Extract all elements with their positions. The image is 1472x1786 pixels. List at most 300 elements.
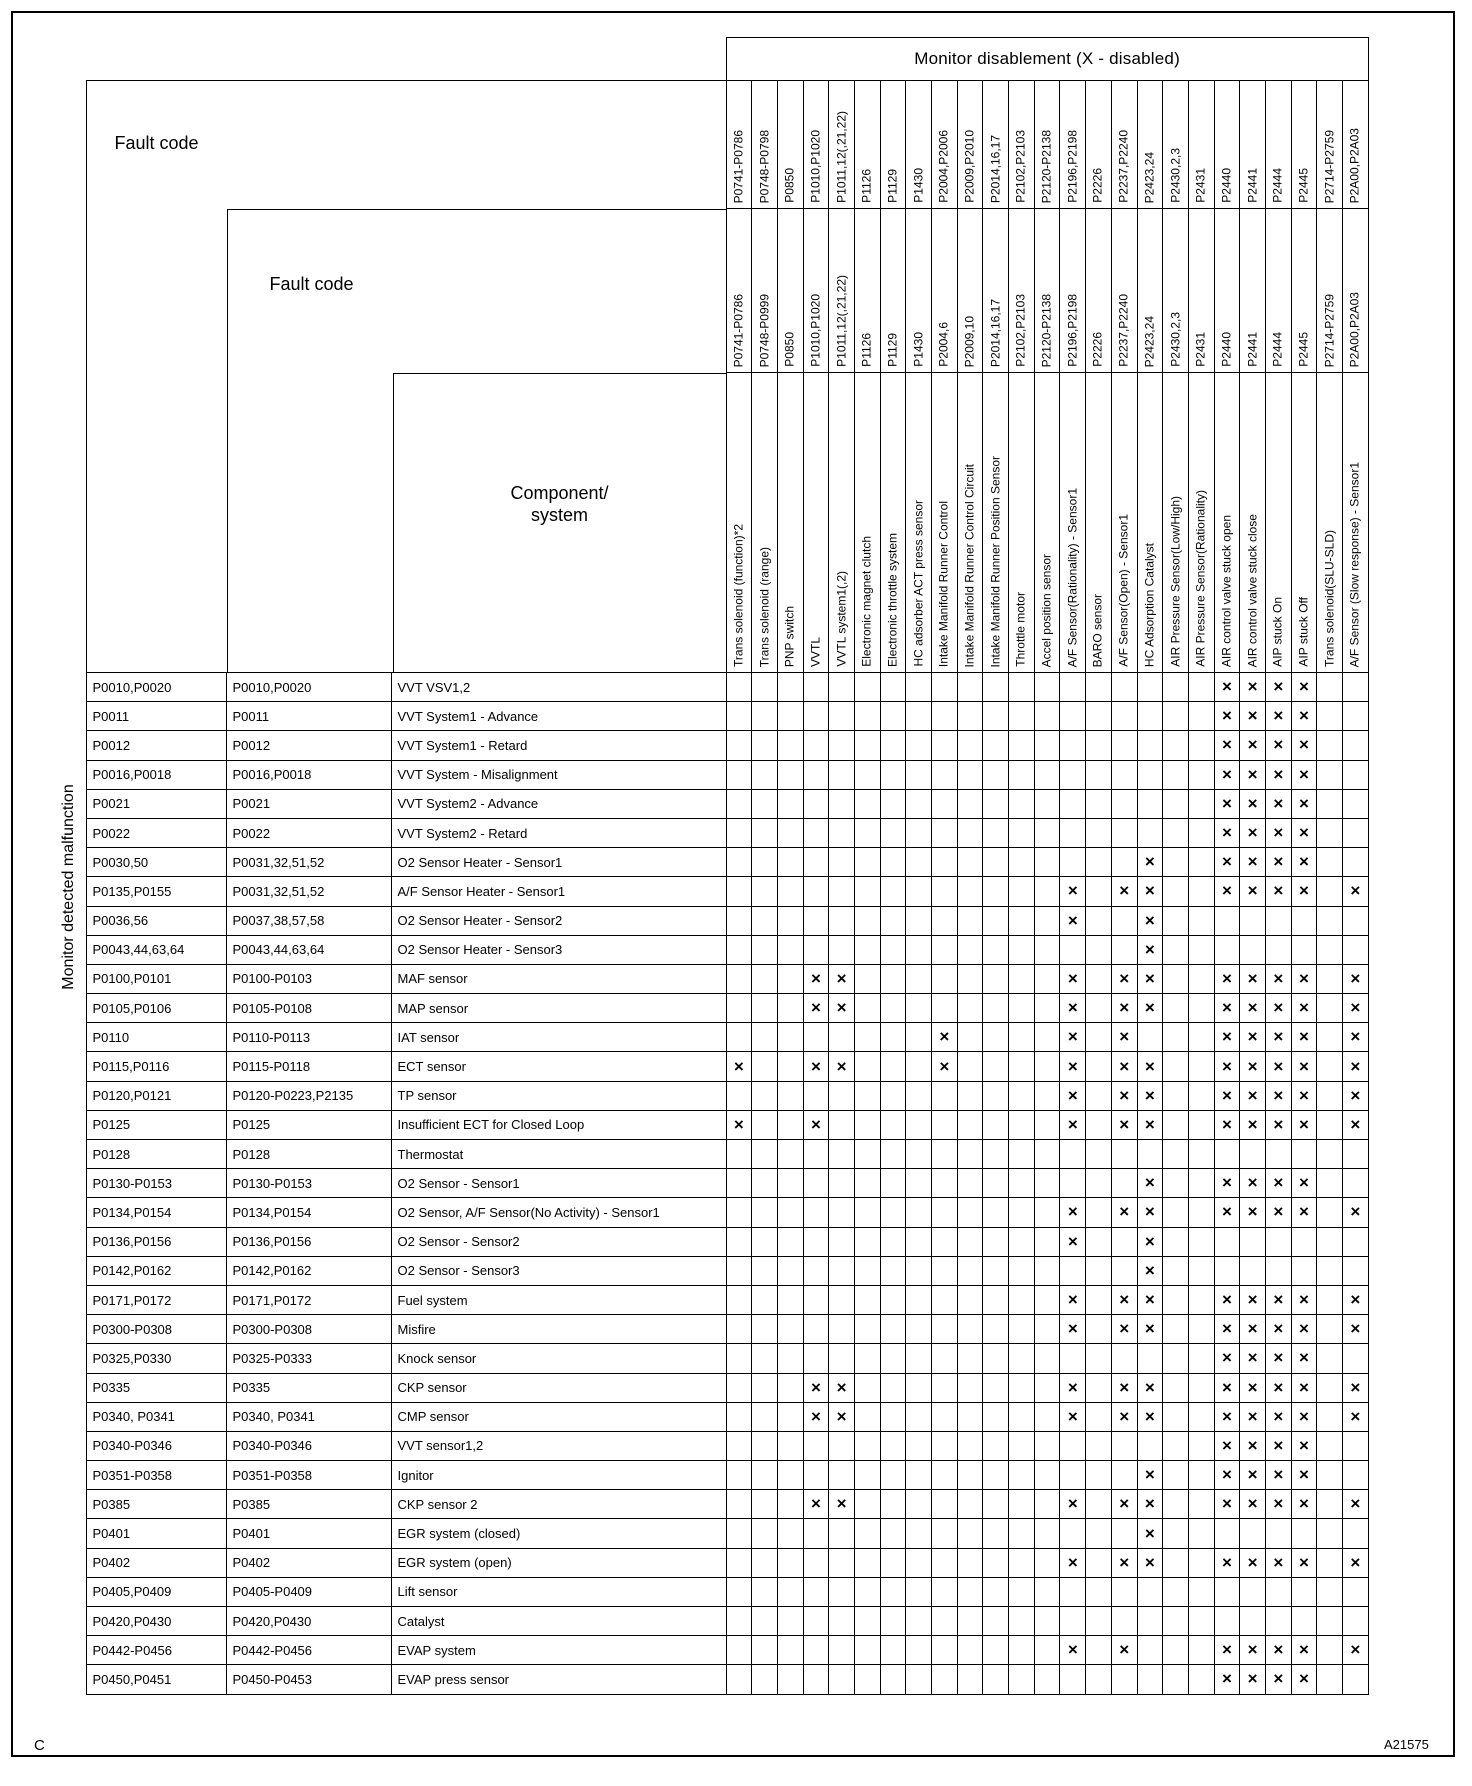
- row-component: O2 Sensor Heater - Sensor2: [391, 906, 726, 935]
- disable-cell: [1009, 1052, 1035, 1081]
- disable-cell: [777, 1169, 803, 1198]
- disable-cell: [1060, 877, 1086, 906]
- row-fault-code-1: P0011: [86, 702, 226, 731]
- header-row-title: [52, 38, 1368, 81]
- row-fault-code-1: P0136,P0156: [86, 1227, 226, 1256]
- disabled-mark: ×: [1221, 1056, 1232, 1076]
- disable-cell: [906, 1519, 932, 1548]
- disable-cell: [1188, 731, 1214, 760]
- disable-cell: [726, 1344, 752, 1373]
- table-row: [52, 1110, 1368, 1139]
- disable-cell: [803, 1140, 829, 1169]
- disable-cell: [777, 1023, 803, 1052]
- disable-cell: [752, 935, 778, 964]
- disable-cell: [932, 1344, 958, 1373]
- header-corner-blank: [52, 38, 726, 81]
- disable-cell: [1111, 1373, 1137, 1402]
- disabled-mark: ×: [1273, 706, 1284, 726]
- disable-cell: [1343, 1577, 1369, 1606]
- column-code-1: [1086, 81, 1112, 209]
- disable-cell: [1343, 1490, 1369, 1519]
- disable-cell: [957, 731, 983, 760]
- disable-cell: [1317, 818, 1343, 847]
- row-fault-code-2: P0136,P0156: [226, 1227, 391, 1256]
- disable-cell: [854, 1110, 880, 1139]
- disable-cell: [1111, 818, 1137, 847]
- column-code-2-text: P2441: [1245, 332, 1260, 367]
- disable-cell: [1137, 1052, 1163, 1081]
- disable-cell: [906, 848, 932, 877]
- disable-cell: [1214, 818, 1240, 847]
- disabled-mark: ×: [1273, 1348, 1284, 1368]
- disable-cell: [1111, 1198, 1137, 1227]
- disable-cell: [752, 994, 778, 1023]
- disable-cell: [1240, 1665, 1266, 1694]
- disabled-mark: ×: [1299, 1669, 1309, 1689]
- disabled-mark: ×: [1273, 1319, 1284, 1339]
- disable-cell: [1343, 877, 1369, 906]
- column-name-text: Electronic magnet clutch: [859, 536, 874, 667]
- disable-cell: [1111, 1519, 1137, 1548]
- disable-cell: [1343, 1548, 1369, 1577]
- disable-cell: [1265, 1577, 1291, 1606]
- disable-cell: [803, 906, 829, 935]
- disabled-mark: ×: [1144, 1523, 1155, 1543]
- column-code-1-text: P2120-P2138: [1039, 129, 1054, 203]
- row-fault-code-2: P0128: [226, 1140, 391, 1169]
- disable-cell: [726, 1315, 752, 1344]
- disable-cell: [803, 1110, 829, 1139]
- disable-cell: [1060, 1636, 1086, 1665]
- column-code-2: [1009, 209, 1035, 373]
- disable-cell: [1034, 1431, 1060, 1460]
- disabled-mark: ×: [1221, 1465, 1232, 1485]
- disable-cell: [1009, 818, 1035, 847]
- disable-cell: [1188, 1607, 1214, 1636]
- disable-cell: [1111, 789, 1137, 818]
- disable-cell: [1291, 1519, 1317, 1548]
- disable-cell: [1009, 1256, 1035, 1285]
- disable-cell: [829, 1227, 855, 1256]
- disable-cell: [1240, 1548, 1266, 1577]
- disable-cell: [1343, 1169, 1369, 1198]
- disabled-mark: ×: [1273, 1435, 1284, 1455]
- disable-cell: [1291, 818, 1317, 847]
- disabled-mark: ×: [1144, 1085, 1155, 1105]
- disable-cell: [957, 1577, 983, 1606]
- disable-cell: [906, 673, 932, 702]
- disabled-mark: ×: [733, 1056, 744, 1076]
- disable-cell: [1086, 1315, 1112, 1344]
- disable-cell: [777, 1315, 803, 1344]
- row-fault-code-2: P0110-P0113: [226, 1023, 391, 1052]
- row-component: EGR system (closed): [391, 1519, 726, 1548]
- disable-cell: [1034, 848, 1060, 877]
- row-component: IAT sensor: [391, 1023, 726, 1052]
- disable-cell: [1034, 964, 1060, 993]
- disable-cell: [1034, 1081, 1060, 1110]
- column-code-1: [1188, 81, 1214, 209]
- disabled-mark: ×: [1299, 706, 1309, 726]
- disable-cell: [1214, 964, 1240, 993]
- column-code-1-text: P1010,P1020: [808, 130, 823, 203]
- disabled-mark: ×: [1299, 677, 1309, 697]
- disabled-mark: ×: [1273, 1552, 1284, 1572]
- disable-cell: [1111, 906, 1137, 935]
- disable-cell: [1188, 1140, 1214, 1169]
- disable-cell: [906, 1081, 932, 1110]
- disable-cell: [777, 1285, 803, 1314]
- disable-cell: [1163, 1227, 1189, 1256]
- disable-cell: [1086, 702, 1112, 731]
- disabled-mark: ×: [1350, 1085, 1361, 1105]
- column-name: [906, 373, 932, 673]
- disable-cell: [1111, 673, 1137, 702]
- disable-cell: [752, 1344, 778, 1373]
- disabled-mark: ×: [836, 1406, 847, 1426]
- column-code-2-text: P2423,24: [1142, 315, 1157, 367]
- disable-cell: [1060, 1081, 1086, 1110]
- disable-cell: [1137, 1110, 1163, 1139]
- disabled-mark: ×: [1299, 1085, 1309, 1105]
- column-name-text: PNP switch: [782, 605, 797, 667]
- row-fault-code-1: P0021: [86, 789, 226, 818]
- disable-cell: [854, 1665, 880, 1694]
- disable-cell: [1060, 789, 1086, 818]
- disable-cell: [1086, 1607, 1112, 1636]
- disabled-mark: ×: [1119, 1406, 1130, 1426]
- disable-cell: [1009, 1315, 1035, 1344]
- disable-cell: [752, 760, 778, 789]
- disable-cell: [1343, 1636, 1369, 1665]
- disable-cell: [726, 1402, 752, 1431]
- disable-cell: [957, 994, 983, 1023]
- disabled-mark: ×: [1067, 910, 1078, 930]
- disable-cell: [803, 1052, 829, 1081]
- disable-cell: [1060, 1665, 1086, 1694]
- column-code-1-text: P2714-P2759: [1322, 129, 1337, 203]
- disable-cell: [1163, 1344, 1189, 1373]
- table-row: [52, 994, 1368, 1023]
- disabled-mark: ×: [1273, 1669, 1284, 1689]
- disabled-mark: ×: [1221, 1406, 1232, 1426]
- disabled-mark: ×: [1350, 1640, 1361, 1660]
- row-fault-code-1: P0012: [86, 731, 226, 760]
- disable-cell: [932, 673, 958, 702]
- disable-cell: [1137, 673, 1163, 702]
- disable-cell: [1111, 1665, 1137, 1694]
- disable-cell: [803, 1081, 829, 1110]
- disable-cell: [1086, 1256, 1112, 1285]
- disable-cell: [1137, 906, 1163, 935]
- disabled-mark: ×: [1119, 1494, 1130, 1514]
- disable-cell: [1265, 1519, 1291, 1548]
- disable-cell: [1188, 1636, 1214, 1665]
- disabled-mark: ×: [1299, 1290, 1309, 1310]
- disable-cell: [854, 1490, 880, 1519]
- disable-cell: [1240, 1140, 1266, 1169]
- disable-cell: [1240, 1577, 1266, 1606]
- disable-cell: [1009, 1431, 1035, 1460]
- disable-cell: [854, 1548, 880, 1577]
- column-code-2: [1086, 209, 1112, 373]
- disable-cell: [1009, 1023, 1035, 1052]
- disable-cell: [1034, 1315, 1060, 1344]
- disabled-mark: ×: [1350, 1494, 1361, 1514]
- disable-cell: [1291, 789, 1317, 818]
- disable-cell: [906, 1198, 932, 1227]
- disabled-mark: ×: [1299, 823, 1309, 843]
- disable-cell: [906, 1315, 932, 1344]
- column-name: [1240, 373, 1266, 673]
- disable-cell: [1137, 1373, 1163, 1402]
- disable-cell: [803, 789, 829, 818]
- disable-cell: [1343, 1665, 1369, 1694]
- disable-cell: [880, 1052, 906, 1081]
- disable-cell: [829, 1607, 855, 1636]
- disabled-mark: ×: [1247, 1377, 1258, 1397]
- disable-cell: [1317, 1548, 1343, 1577]
- disable-cell: [1137, 1344, 1163, 1373]
- disabled-mark: ×: [1273, 852, 1284, 872]
- disable-cell: [880, 1607, 906, 1636]
- column-name-text: AIP stuck Off: [1296, 597, 1311, 667]
- disable-cell: [1111, 1169, 1137, 1198]
- row-fault-code-1: P0340, P0341: [86, 1402, 226, 1431]
- corner-label-left: C: [34, 1737, 45, 1754]
- disable-cell: [1086, 994, 1112, 1023]
- disable-cell: [957, 964, 983, 993]
- disable-cell: [1291, 1081, 1317, 1110]
- disable-cell: [854, 1344, 880, 1373]
- disable-cell: [1137, 1140, 1163, 1169]
- column-name-text: Trans solenoid(SLU-SLD): [1322, 530, 1337, 667]
- row-fault-code-1: P0100,P0101: [86, 964, 226, 993]
- row-fault-code-1: P0120,P0121: [86, 1081, 226, 1110]
- disable-cell: [1317, 731, 1343, 760]
- disable-cell: [932, 1431, 958, 1460]
- disable-cell: [957, 673, 983, 702]
- disable-cell: [1188, 702, 1214, 731]
- row-component: Fuel system: [391, 1285, 726, 1314]
- disabled-mark: ×: [1221, 1202, 1232, 1222]
- disabled-mark: ×: [1221, 706, 1232, 726]
- disable-cell: [1343, 1023, 1369, 1052]
- column-code-2: [803, 209, 829, 373]
- row-component: O2 Sensor Heater - Sensor1: [391, 848, 726, 877]
- disable-cell: [752, 1023, 778, 1052]
- disable-cell: [752, 1490, 778, 1519]
- disable-cell: [854, 731, 880, 760]
- table-row: [52, 935, 1368, 964]
- disable-cell: [1317, 1227, 1343, 1256]
- disable-cell: [854, 1256, 880, 1285]
- disable-cell: [752, 964, 778, 993]
- disable-cell: [1060, 1023, 1086, 1052]
- disable-cell: [1163, 1431, 1189, 1460]
- disable-cell: [983, 1607, 1009, 1636]
- column-code-2: [1265, 209, 1291, 373]
- disable-cell: [1343, 1344, 1369, 1373]
- disable-cell: [1240, 702, 1266, 731]
- row-component: MAP sensor: [391, 994, 726, 1023]
- disabled-mark: ×: [1350, 968, 1361, 988]
- disable-cell: [1291, 964, 1317, 993]
- disable-cell: [726, 994, 752, 1023]
- disable-cell: [1317, 1110, 1343, 1139]
- disable-cell: [957, 1081, 983, 1110]
- disabled-mark: ×: [836, 1056, 847, 1076]
- disable-cell: [1009, 1169, 1035, 1198]
- disable-cell: [1291, 1023, 1317, 1052]
- disable-cell: [1137, 1461, 1163, 1490]
- disable-cell: [1214, 1198, 1240, 1227]
- disabled-mark: ×: [1273, 1114, 1284, 1134]
- disable-cell: [1265, 964, 1291, 993]
- disable-cell: [1214, 1402, 1240, 1431]
- disable-cell: [803, 1461, 829, 1490]
- column-code-1-text: P2237,P2240: [1116, 130, 1131, 203]
- disable-cell: [1034, 1402, 1060, 1431]
- disable-cell: [1086, 789, 1112, 818]
- disable-cell: [777, 1665, 803, 1694]
- disable-cell: [1009, 1344, 1035, 1373]
- row-fault-code-1: P0450,P0451: [86, 1665, 226, 1694]
- disable-cell: [1111, 760, 1137, 789]
- column-code-1: [1009, 81, 1035, 209]
- disable-cell: [932, 1081, 958, 1110]
- disable-cell: [1111, 1431, 1137, 1460]
- disabled-mark: ×: [1299, 793, 1309, 813]
- disable-cell: [880, 1577, 906, 1606]
- disable-cell: [1343, 994, 1369, 1023]
- column-code-1: [854, 81, 880, 209]
- row-component: VVT System1 - Advance: [391, 702, 726, 731]
- disabled-mark: ×: [1144, 910, 1155, 930]
- disabled-mark: ×: [939, 1056, 950, 1076]
- disable-cell: [1034, 877, 1060, 906]
- column-name: [1214, 373, 1240, 673]
- table-row: [52, 1256, 1368, 1285]
- disable-cell: [854, 877, 880, 906]
- row-component: Lift sensor: [391, 1577, 726, 1606]
- disable-cell: [1265, 1315, 1291, 1344]
- table-row: [52, 1577, 1368, 1606]
- disabled-mark: ×: [1247, 1290, 1258, 1310]
- row-component: ECT sensor: [391, 1052, 726, 1081]
- disabled-mark: ×: [810, 998, 821, 1018]
- disable-cell: [1111, 702, 1137, 731]
- disabled-mark: ×: [1247, 1173, 1258, 1193]
- row-fault-code-2: P0401: [226, 1519, 391, 1548]
- disable-cell: [726, 1373, 752, 1402]
- disable-cell: [1317, 964, 1343, 993]
- disabled-mark: ×: [1247, 1027, 1258, 1047]
- disable-cell: [880, 673, 906, 702]
- row-component: VVT VSV1,2: [391, 673, 726, 702]
- disable-cell: [1240, 1373, 1266, 1402]
- row-fault-code-1: P0036,56: [86, 906, 226, 935]
- disable-cell: [906, 994, 932, 1023]
- disabled-mark: ×: [1119, 1377, 1130, 1397]
- disabled-mark: ×: [1350, 1406, 1361, 1426]
- disable-cell: [932, 731, 958, 760]
- disable-cell: [906, 1431, 932, 1460]
- disable-cell: [957, 1519, 983, 1548]
- disable-cell: [1034, 1461, 1060, 1490]
- column-code-2: [1034, 209, 1060, 373]
- disable-cell: [932, 1052, 958, 1081]
- disable-cell: [803, 1198, 829, 1227]
- disable-cell: [1214, 1315, 1240, 1344]
- disable-cell: [726, 877, 752, 906]
- disabled-mark: ×: [1299, 1027, 1309, 1047]
- disable-cell: [932, 1023, 958, 1052]
- disable-cell: [1163, 673, 1189, 702]
- disable-cell: [1291, 1315, 1317, 1344]
- disable-cell: [1009, 1198, 1035, 1227]
- disable-cell: [1060, 1315, 1086, 1344]
- disable-cell: [1163, 1081, 1189, 1110]
- disable-cell: [1137, 818, 1163, 847]
- row-fault-code-2: P0016,P0018: [226, 760, 391, 789]
- disabled-mark: ×: [1273, 1085, 1284, 1105]
- disable-cell: [906, 1140, 932, 1169]
- disable-cell: [1086, 1402, 1112, 1431]
- disabled-mark: ×: [1299, 1435, 1309, 1455]
- disable-cell: [803, 818, 829, 847]
- disable-cell: [1163, 935, 1189, 964]
- disable-cell: [777, 1256, 803, 1285]
- disable-cell: [1111, 1461, 1137, 1490]
- column-name: [752, 373, 778, 673]
- disable-cell: [1188, 1519, 1214, 1548]
- disabled-mark: ×: [1221, 1319, 1232, 1339]
- disable-cell: [1034, 1344, 1060, 1373]
- disable-cell: [1137, 1577, 1163, 1606]
- disable-cell: [983, 1373, 1009, 1402]
- disable-cell: [1034, 1607, 1060, 1636]
- disable-cell: [1009, 877, 1035, 906]
- disabled-mark: ×: [1119, 1027, 1130, 1047]
- disable-cell: [752, 1256, 778, 1285]
- disable-cell: [1009, 1140, 1035, 1169]
- column-code-2: [1317, 209, 1343, 373]
- disabled-mark: ×: [1299, 1056, 1309, 1076]
- disable-cell: [829, 935, 855, 964]
- disable-cell: [1240, 1431, 1266, 1460]
- disable-cell: [829, 1402, 855, 1431]
- row-fault-code-2: P0021: [226, 789, 391, 818]
- row-fault-code-2: P0171,P0172: [226, 1285, 391, 1314]
- disable-cell: [803, 1344, 829, 1373]
- disable-cell: [777, 1577, 803, 1606]
- disabled-mark: ×: [1144, 1290, 1155, 1310]
- disable-cell: [880, 1519, 906, 1548]
- disable-cell: [1317, 1285, 1343, 1314]
- disable-cell: [854, 1577, 880, 1606]
- disable-cell: [1265, 1023, 1291, 1052]
- disable-cell: [906, 1402, 932, 1431]
- column-name-text: AIR control valve stuck close: [1245, 513, 1260, 667]
- disabled-mark: ×: [1221, 852, 1232, 872]
- row-fault-code-2: P0442-P0456: [226, 1636, 391, 1665]
- disable-cell: [1034, 1285, 1060, 1314]
- column-code-2: [906, 209, 932, 373]
- column-name: [854, 373, 880, 673]
- disabled-mark: ×: [1247, 764, 1258, 784]
- disable-cell: [1060, 1344, 1086, 1373]
